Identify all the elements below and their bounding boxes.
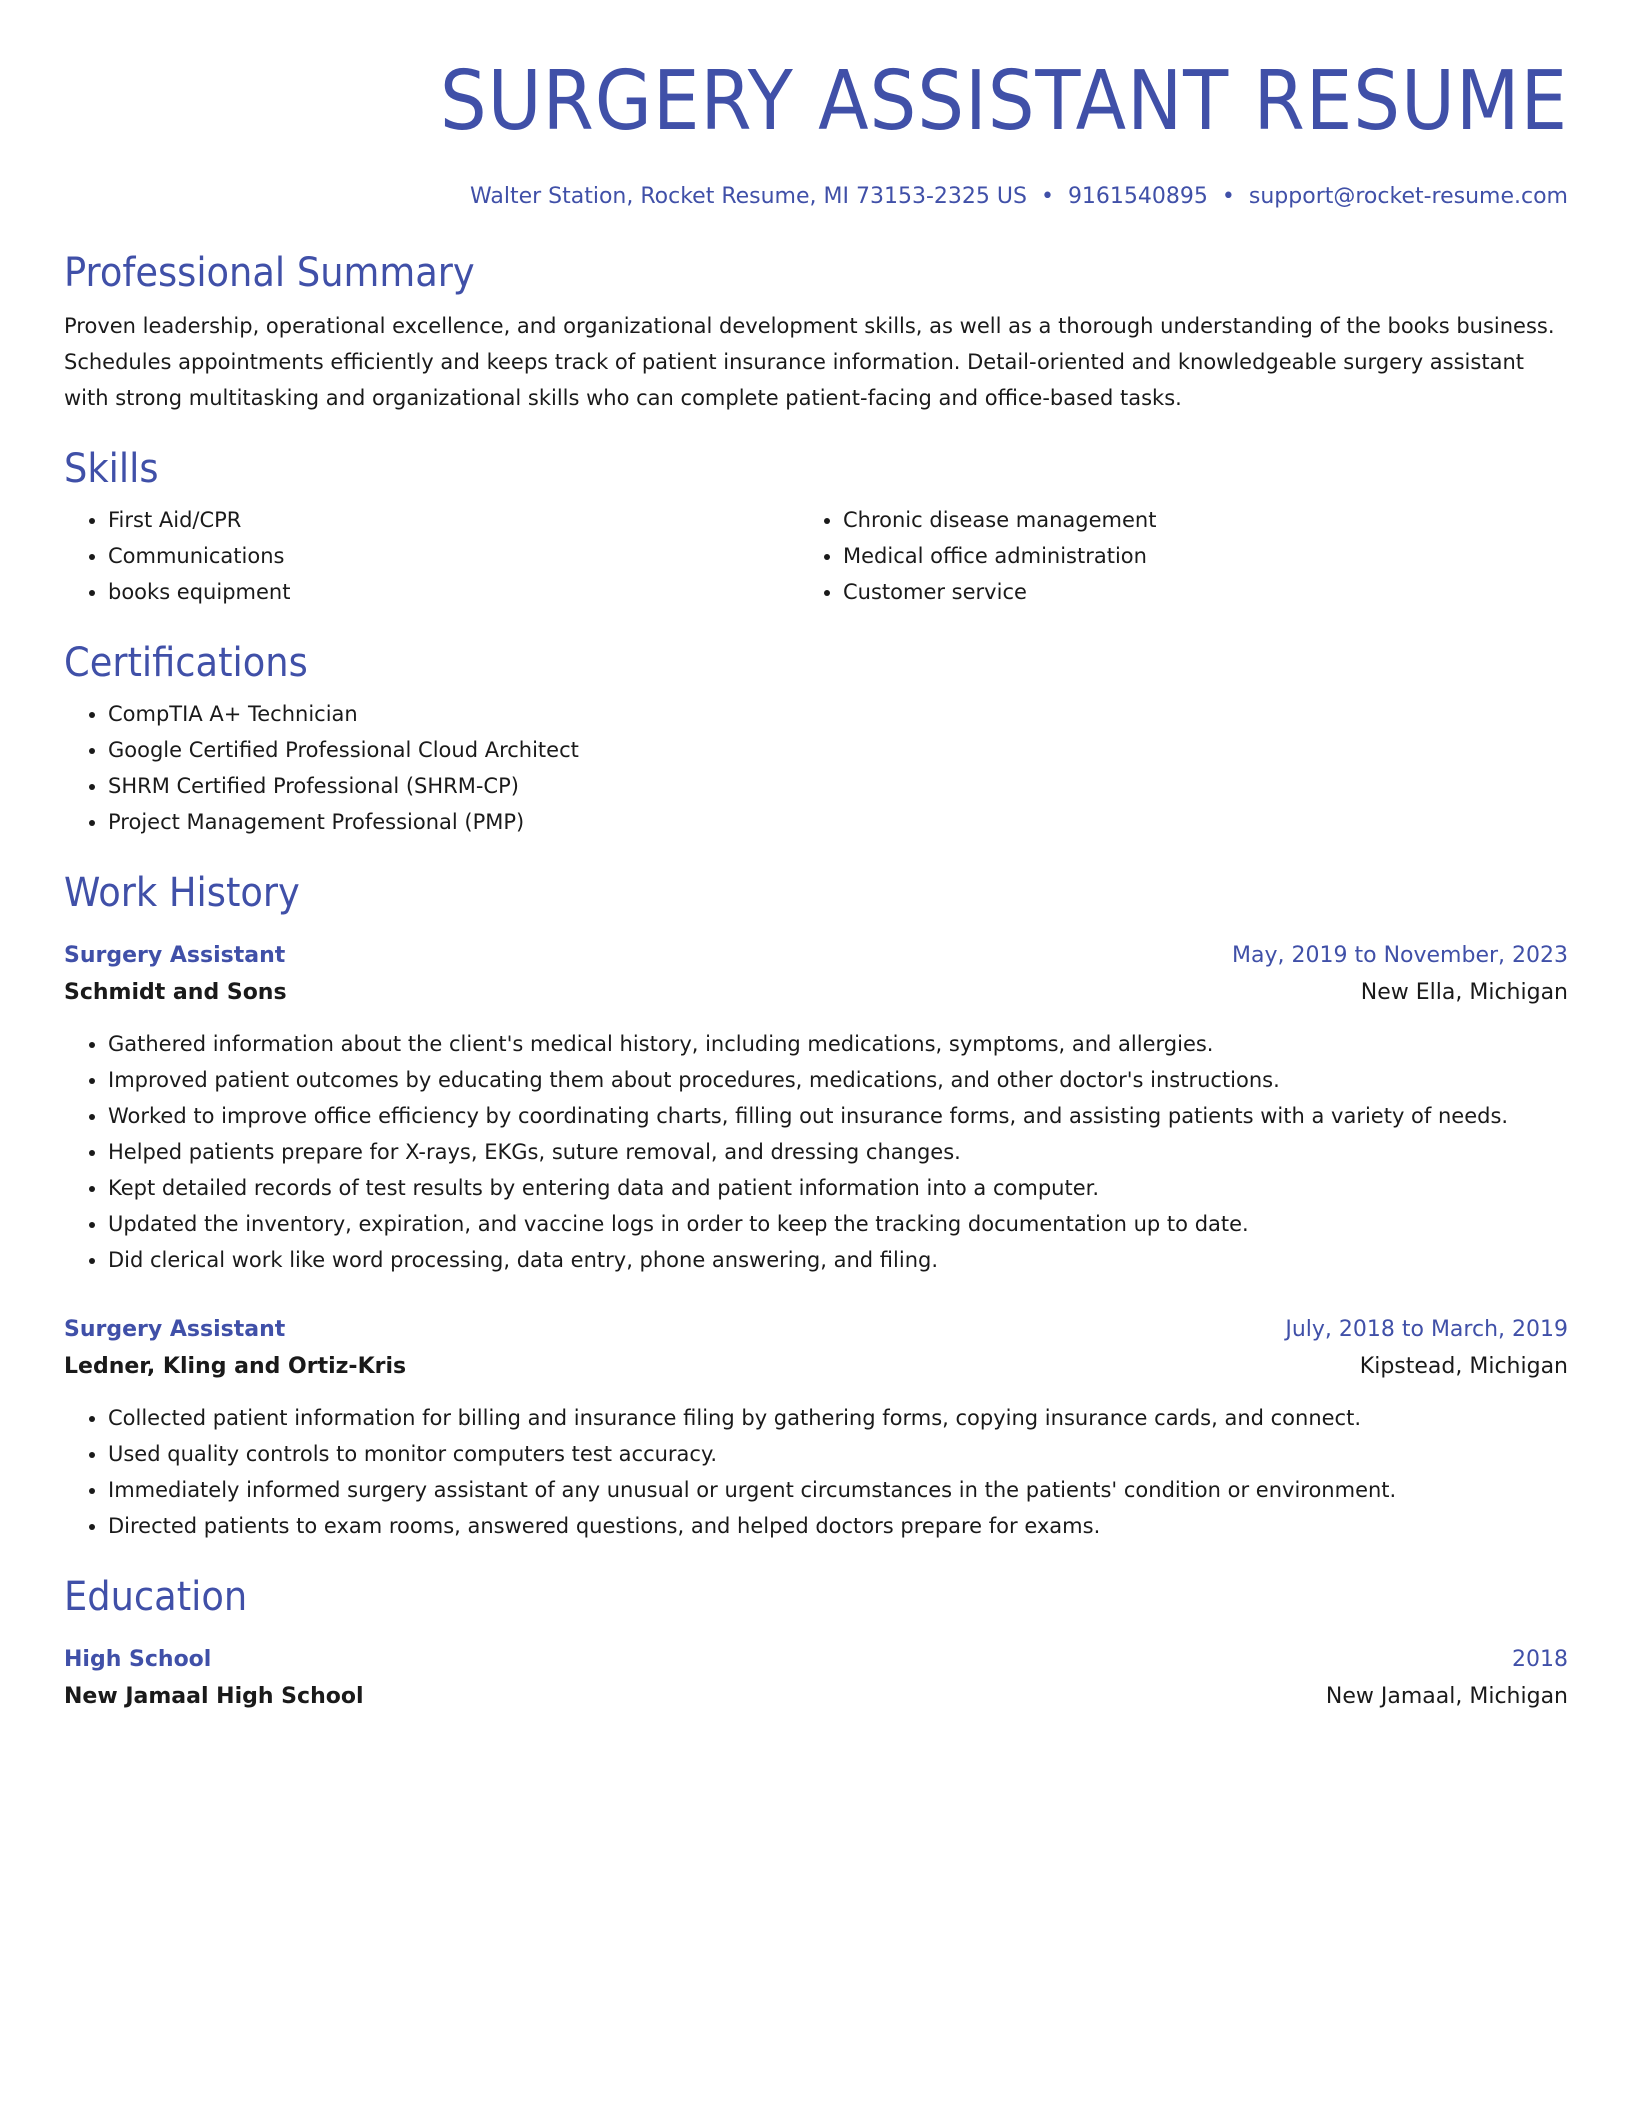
skill-item: • First Aid/CPR <box>108 502 799 538</box>
contact-line <box>64 182 1568 212</box>
job-company-row <box>64 974 1568 1012</box>
contact-separator: • <box>1221 184 1235 209</box>
skill-item: • Customer service <box>843 574 1534 610</box>
section-heading-certifications: Certifications <box>64 640 308 686</box>
job-title: Surgery Assistant <box>64 943 286 968</box>
education-degree: High School <box>64 1647 212 1672</box>
resume-header <box>64 52 1568 212</box>
certification-item: • SHRM Certified Professional (SHRM-CP) <box>108 768 1568 804</box>
skill-item: • Medical office administration <box>843 538 1534 574</box>
job-duties-list <box>64 1400 1568 1544</box>
certification-item: • CompTIA A+ Technician <box>108 696 1568 732</box>
job-company: Ledner, Kling and Ortiz-Kris <box>64 1354 407 1379</box>
skills-list-right <box>799 502 1534 610</box>
job-duties-list <box>64 1026 1568 1278</box>
job-title: Surgery Assistant <box>64 1317 286 1342</box>
job-duty-item: • Immediately informed surgery assistant of any unusual or urgent circumstances in the patients' condition or environment. <box>108 1472 1568 1508</box>
skill-item: • Communications <box>108 538 799 574</box>
job-dates: July, 2018 to March, 2019 <box>1285 1317 1568 1342</box>
contact-phone: 9161540895 <box>1067 184 1208 209</box>
job-duty-item: • Improved patient outcomes by educating them about procedures, medications, and other doctor's instructions. <box>108 1062 1568 1098</box>
skills-grid <box>64 502 1568 610</box>
resume-title: SURGERY ASSISTANT RESUME <box>439 54 1568 149</box>
contact-address: Walter Station, Rocket Resume, MI 73153-2325 US <box>470 184 1027 209</box>
skill-item: • Chronic disease management <box>843 502 1534 538</box>
skills-section <box>64 444 1568 610</box>
certifications-section <box>64 638 1568 840</box>
section-heading-work-history: Work History <box>64 870 300 916</box>
education-year: 2018 <box>1512 1647 1568 1672</box>
education-degree-row <box>64 1642 1568 1678</box>
certification-item: • Google Certified Professional Cloud Architect <box>108 732 1568 768</box>
job-duty-item: • Worked to improve office efficiency by coordinating charts, filling out insurance forms, and assisting patients with a variety of needs. <box>108 1098 1568 1134</box>
job-location: New Ella, Michigan <box>1360 980 1568 1005</box>
job-duty-item: • Helped patients prepare for X-rays, EKGs, suture removal, and dressing changes. <box>108 1134 1568 1170</box>
certification-item: • Project Management Professional (PMP) <box>108 804 1568 840</box>
section-heading-summary: Professional Summary <box>64 250 475 296</box>
job-duty-item: • Kept detailed records of test results by entering data and patient information into a computer. <box>108 1170 1568 1206</box>
education-school: New Jamaal High School <box>64 1684 364 1709</box>
job-entry <box>64 1312 1568 1544</box>
job-duty-item: • Collected patient information for billing and insurance filing by gathering forms, copying insurance cards, and connect. <box>108 1400 1568 1436</box>
skills-list-left <box>64 502 799 610</box>
skill-item: • books equipment <box>108 574 799 610</box>
job-title-row <box>64 1312 1568 1348</box>
certifications-list <box>64 696 1568 840</box>
job-company: Schmidt and Sons <box>64 980 287 1005</box>
contact-separator: • <box>1040 184 1054 209</box>
job-duty-item: • Did clerical work like word processing, data entry, phone answering, and filing. <box>108 1242 1568 1278</box>
job-duty-item: • Gathered information about the client's medical history, including medications, symptoms, and allergies. <box>108 1026 1568 1062</box>
summary-text: Proven leadership, operational excellence, and organizational development skills, as well as a thorough understanding of the books business. Schedules appointments efficiently and keeps track of patient insurance information. Detail-oriented and knowledgeable surgery assistant with strong multitasking and organizational skills who can complete patient-facing and office-based tasks. <box>64 314 1555 410</box>
job-location: Kipstead, Michigan <box>1359 1354 1568 1379</box>
job-entry <box>64 938 1568 1278</box>
work-history-section <box>64 868 1568 1544</box>
job-duty-item: • Directed patients to exam rooms, answered questions, and helped doctors prepare for exams. <box>108 1508 1568 1544</box>
job-duty-item: • Used quality controls to monitor computers test accuracy. <box>108 1436 1568 1472</box>
job-duty-item: • Updated the inventory, expiration, and vaccine logs in order to keep the tracking documentation up to date. <box>108 1206 1568 1242</box>
job-dates: May, 2019 to November, 2023 <box>1232 943 1568 968</box>
job-company-row <box>64 1348 1568 1386</box>
education-school-row <box>64 1678 1568 1716</box>
section-heading-education: Education <box>64 1574 248 1620</box>
education-section <box>64 1572 1568 1716</box>
education-entry <box>64 1642 1568 1716</box>
summary-section <box>64 248 1568 416</box>
education-location: New Jamaal, Michigan <box>1325 1684 1568 1709</box>
contact-email: support@rocket-resume.com <box>1248 184 1568 209</box>
job-title-row <box>64 938 1568 974</box>
section-heading-skills: Skills <box>64 446 159 492</box>
